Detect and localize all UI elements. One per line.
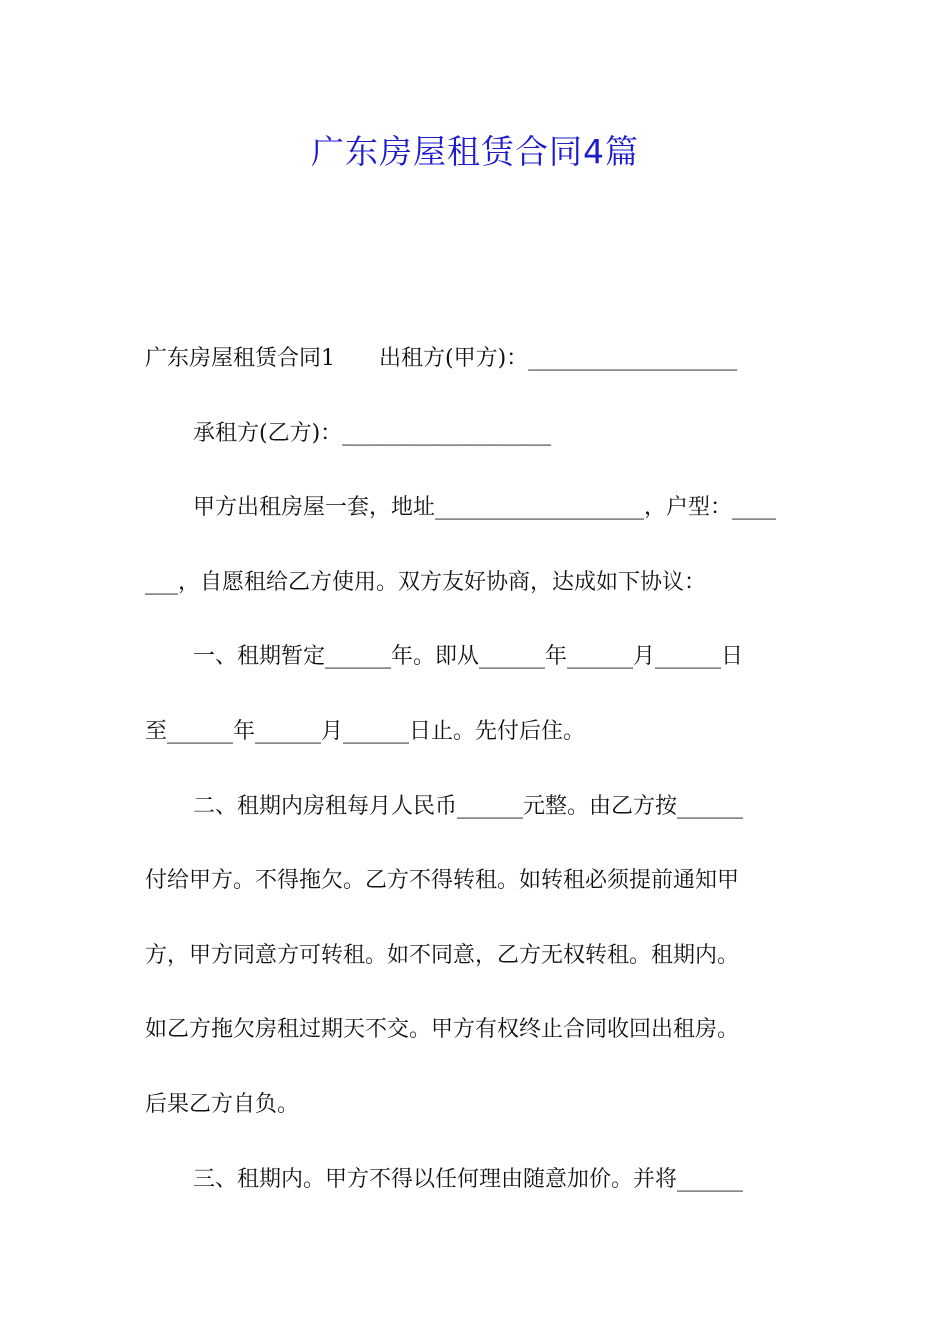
text-line-11: 后果乙方自负。 <box>145 1092 300 1117</box>
text-line-12: 三、租期内。甲方不得以任何理由随意加价。并将______ <box>193 1167 744 1192</box>
text-line-5: 一、租期暂定______年。即从______年______月______日 <box>193 644 744 669</box>
text-line-8: 付给甲方。不得拖欠。乙方不得转租。如转租必须提前通知甲 <box>145 868 740 893</box>
text-line-4: ___，自愿租给乙方使用。双方友好协商，达成如下协议： <box>145 570 707 595</box>
text-line-10: 如乙方拖欠房租过期天不交。甲方有权终止合同收回出租房。 <box>145 1017 740 1042</box>
text-line-6: 至______年______月______日止。先付后住。 <box>145 719 586 744</box>
text-line-1: 广东房屋租赁合同1 出租方(甲方)：___________________ <box>145 346 738 371</box>
text-line-2: 承租方(乙方)：___________________ <box>193 421 552 446</box>
text-line-7: 二、租期内房租每月人民币______元整。由乙方按______ <box>193 794 744 819</box>
text-line-3: 甲方出租房屋一套，地址___________________，户型：____ <box>193 495 777 520</box>
document-title: 广东房屋租赁合同4篇 <box>311 132 639 171</box>
text-line-9: 方，甲方同意方可转租。如不同意，乙方无权转租。租期内。 <box>145 943 740 968</box>
